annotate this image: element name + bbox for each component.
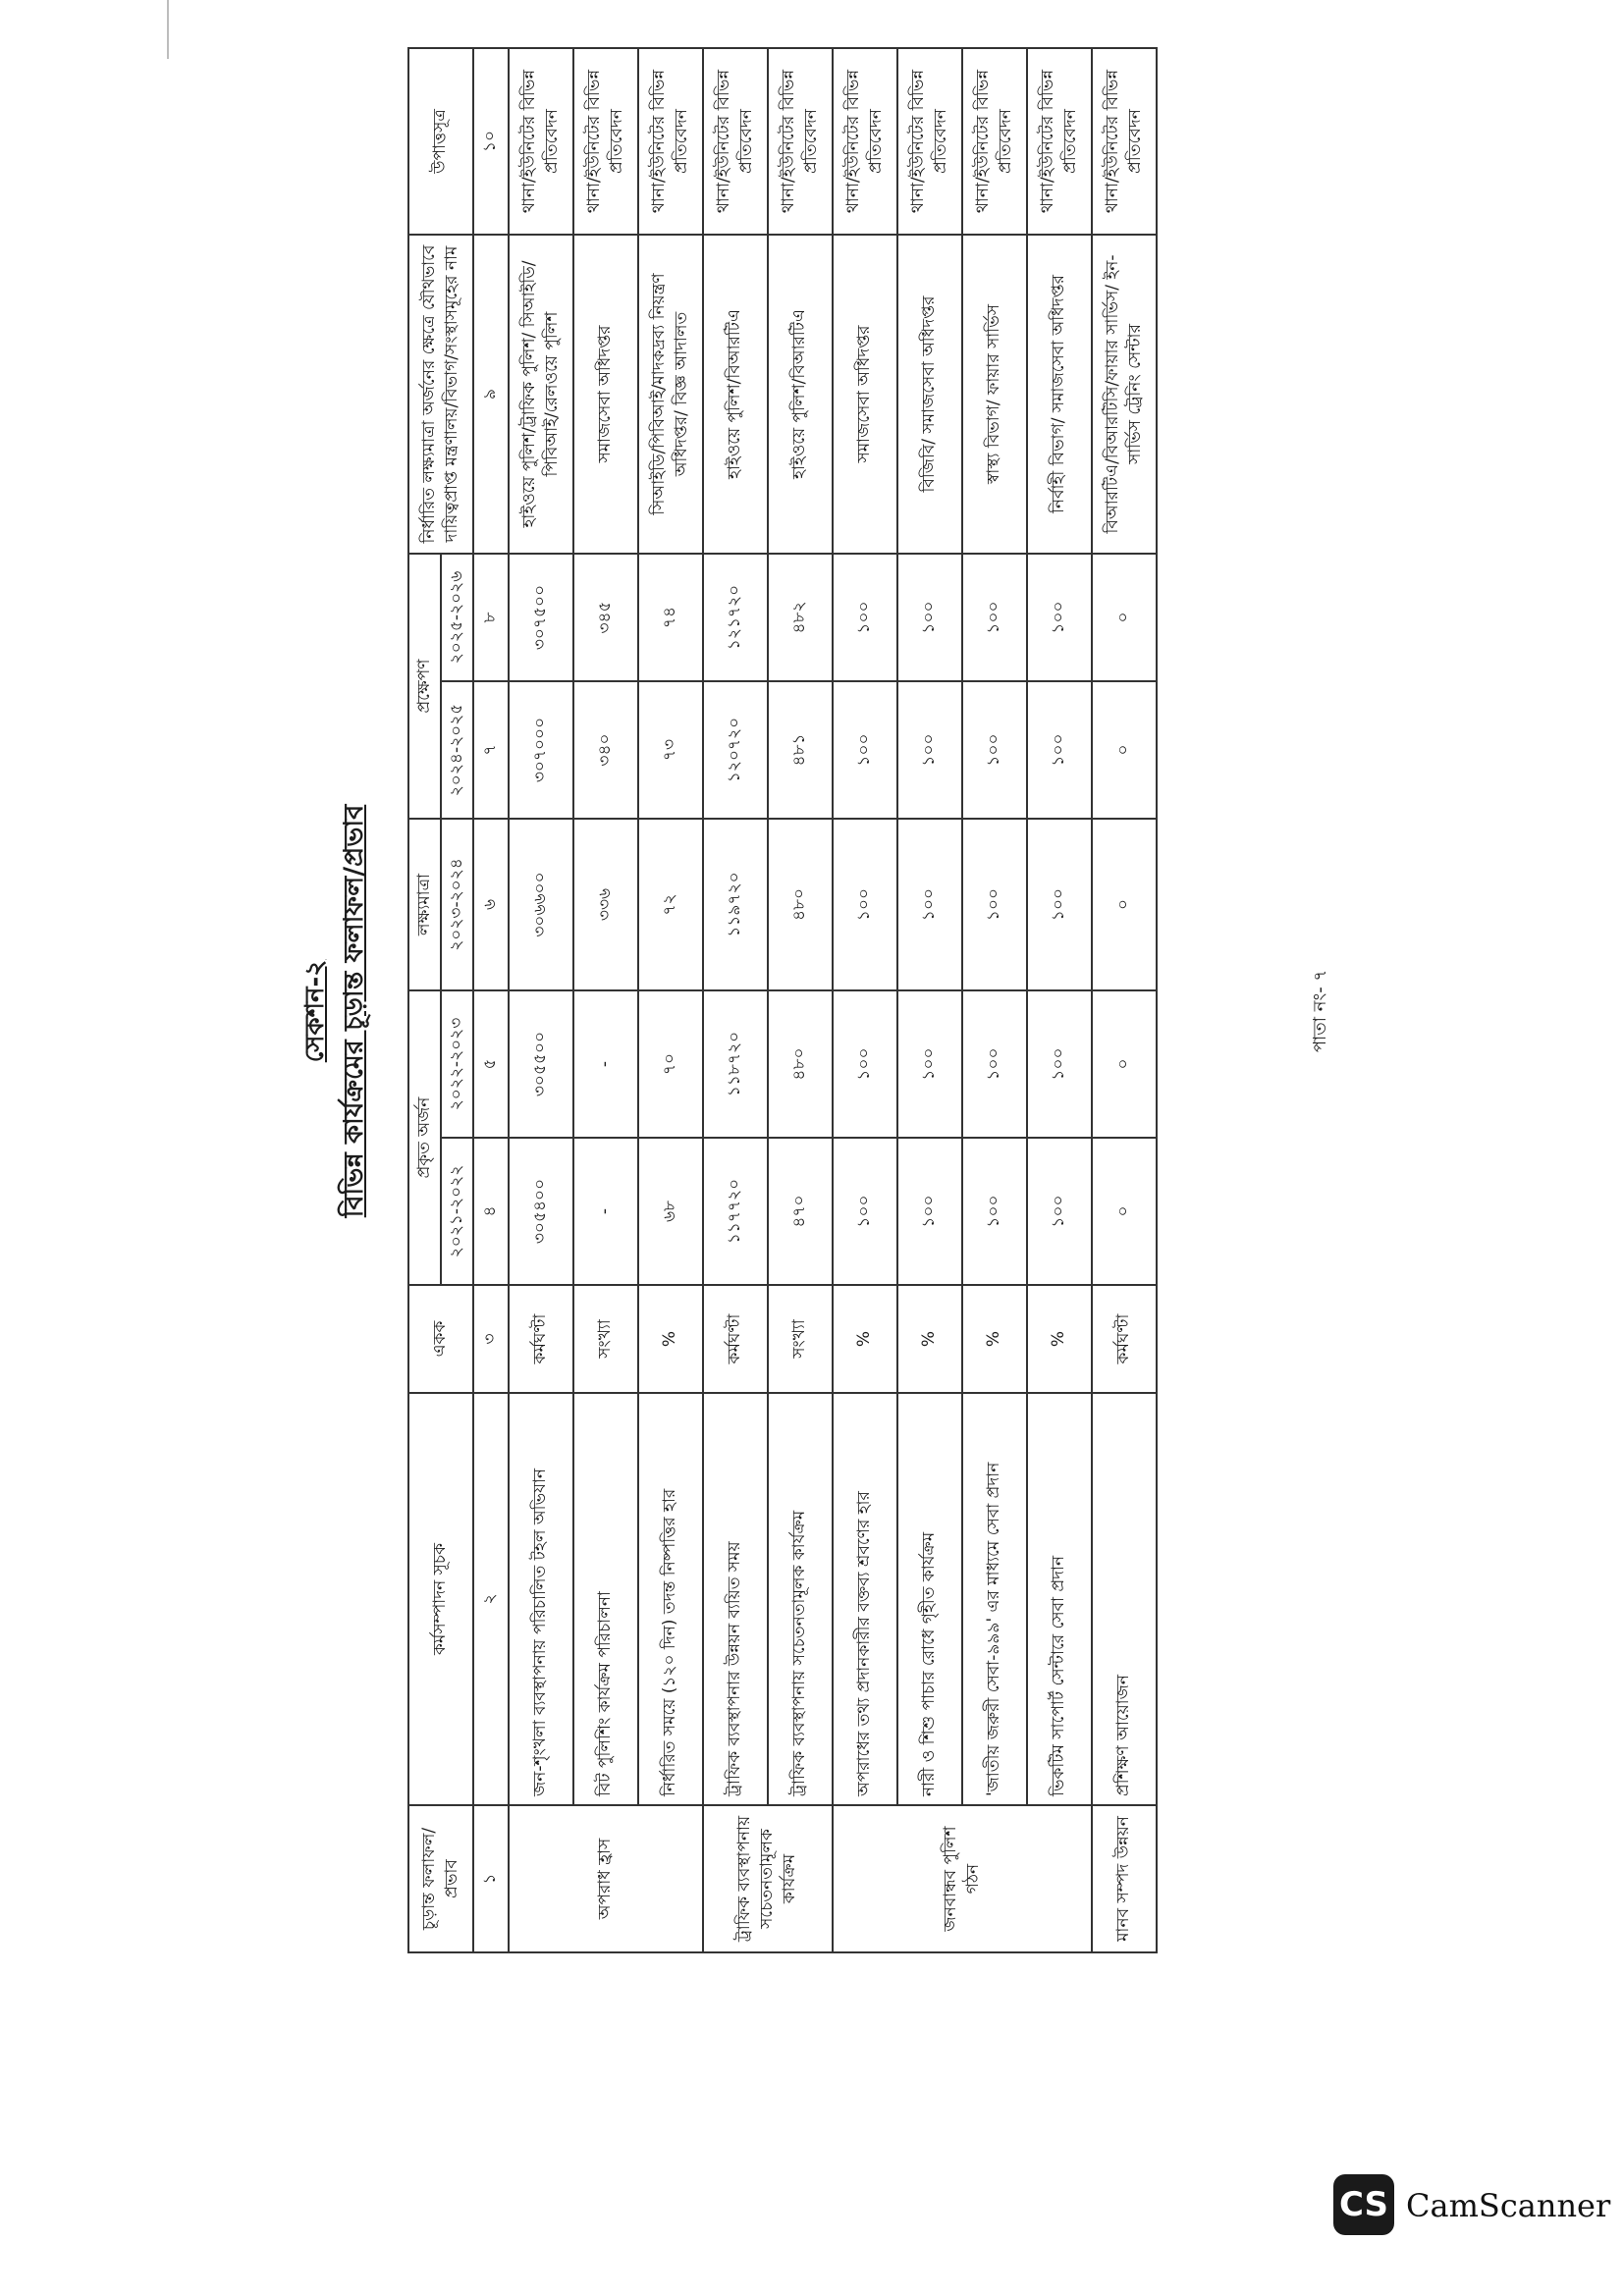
col-number: ৫: [473, 990, 509, 1138]
table-row: [1027, 48, 1092, 1952]
value-cell: ১০০: [833, 554, 897, 681]
unit-cell: %: [1027, 1285, 1092, 1393]
header-source: উপাত্তসূত্র: [408, 48, 473, 235]
page-title: বিভিন্ন কার্যক্রমের চূড়ান্ত ফলাফল/প্রভাব: [339, 804, 369, 1218]
header-outcome: চূড়ান্ত ফলাফল/প্রভাব: [408, 1805, 473, 1952]
unit-cell: %: [833, 1285, 897, 1393]
value-cell: ৩৪৫: [573, 554, 638, 681]
value-cell: ১২০৭২০: [703, 681, 768, 819]
value-cell: ১২১৭২০: [703, 554, 768, 681]
table-row: [962, 48, 1027, 1952]
ministry-cell: স্বাস্থ্য বিভাগ/ ফায়ার সার্ভিস: [962, 235, 1027, 554]
header-row: [408, 48, 441, 1952]
value-cell: ১০০: [962, 1138, 1027, 1285]
table-row: [1092, 48, 1157, 1952]
value-cell: ০: [1092, 1138, 1157, 1285]
header-proj-2024: ২০২৪-২০২৫: [441, 681, 473, 819]
value-cell: ৭৩: [638, 681, 703, 819]
source-cell: থানা/ইউনিটের বিভিন্ন প্রতিবেদন: [703, 48, 768, 235]
table-row: [509, 48, 573, 1952]
value-cell: ৩০৭০০০: [509, 681, 573, 819]
ministry-cell: হাইওয়ে পুলিশ/বিআরটিএ: [768, 235, 833, 554]
value-cell: ৪৮০: [768, 819, 833, 990]
col-number: ৯: [473, 235, 509, 554]
value-cell: ১০০: [833, 990, 897, 1138]
value-cell: ১০০: [897, 681, 962, 819]
source-cell: থানা/ইউনিটের বিভিন্ন প্রতিবেদন: [509, 48, 573, 235]
table-row: [703, 48, 768, 1952]
value-cell: ১০০: [833, 819, 897, 990]
ministry-cell: বিজিবি/ সমাজসেবা অধিদপ্তর: [897, 235, 962, 554]
camscanner-watermark: CamScanner: [1406, 2187, 1611, 2224]
source-cell: থানা/ইউনিটের বিভিন্ন প্রতিবেদন: [897, 48, 962, 235]
value-cell: ১০০: [962, 990, 1027, 1138]
unit-cell: কর্মঘণ্টা: [703, 1285, 768, 1393]
value-cell: ৭২: [638, 819, 703, 990]
value-cell: ১০০: [1027, 681, 1092, 819]
header-ministries: নির্ধারিত লক্ষ্যমাত্রা অর্জনের ক্ষেত্রে যৌথভাবে দায়িত্বপ্রাপ্ত মন্ত্রণালয়/বিভাগ/সংস্থাসমূহের নাম: [408, 235, 473, 554]
ministry-cell: সমাজসেবা অধিদপ্তর: [833, 235, 897, 554]
value-cell: ১০০: [1027, 554, 1092, 681]
table-row: [573, 48, 638, 1952]
source-cell: থানা/ইউনিটের বিভিন্ন প্রতিবেদন: [1027, 48, 1092, 235]
indicator-cell: নির্ধারিত সময়ে (১২০ দিন) তদন্ত নিষ্পত্তির হার: [638, 1393, 703, 1805]
camscanner-logo-icon: CS: [1333, 2174, 1394, 2235]
indicator-cell: প্রশিক্ষণ আয়োজন: [1092, 1393, 1157, 1805]
header-target-2023: ২০২৩-২০২৪: [441, 819, 473, 990]
value-cell: ৬৮: [638, 1138, 703, 1285]
table-row: [897, 48, 962, 1952]
value-cell: ৪৮২: [768, 554, 833, 681]
outcome-cell: জনবান্ধব পুলিশ গঠন: [833, 1805, 1092, 1952]
col-number: ৬: [473, 819, 509, 990]
indicator-cell: ট্রাফিক ব্যবস্থাপনার উন্নয়ন ব্যয়িত সময়: [703, 1393, 768, 1805]
value-cell: ১১৭৭২০: [703, 1138, 768, 1285]
value-cell: ০: [1092, 819, 1157, 990]
header-actual-2022: ২০২২-২০২৩: [441, 990, 473, 1138]
table-row: [768, 48, 833, 1952]
value-cell: ১০০: [897, 990, 962, 1138]
value-cell: ৩০৫৫০০: [509, 990, 573, 1138]
table-row: [833, 48, 897, 1952]
indicator-cell: ভিকটিম সাপোর্ট সেন্টারে সেবা প্রদান: [1027, 1393, 1092, 1805]
header-target: লক্ষ্যমাত্রা: [408, 819, 441, 990]
value-cell: ৩০৫৪০০: [509, 1138, 573, 1285]
indicator-cell: জন-শৃংখলা ব্যবস্থাপনায় পরিচালিত টহল অভিযান: [509, 1393, 573, 1805]
value-cell: ১০০: [962, 681, 1027, 819]
value-cell: ১০০: [1027, 1138, 1092, 1285]
unit-cell: %: [962, 1285, 1027, 1393]
outcome-cell: মানব সম্পদ উন্নয়ন: [1092, 1805, 1157, 1952]
value-cell: ৪৮০: [768, 990, 833, 1138]
value-cell: ১০০: [833, 681, 897, 819]
indicator-cell: নারী ও শিশু পাচার রোধে গৃহীত কার্যক্রম: [897, 1393, 962, 1805]
source-cell: থানা/ইউনিটের বিভিন্ন প্রতিবেদন: [1092, 48, 1157, 235]
value-cell: ১০০: [897, 554, 962, 681]
col-number: ৩: [473, 1285, 509, 1393]
source-cell: থানা/ইউনিটের বিভিন্ন প্রতিবেদন: [768, 48, 833, 235]
value-cell: ০: [1092, 990, 1157, 1138]
col-number: ৮: [473, 554, 509, 681]
indicator-cell: ট্রাফিক ব্যবস্থাপনায় সচেতনতামূলক কার্যক্রম: [768, 1393, 833, 1805]
header-unit: একক: [408, 1285, 473, 1393]
col-number: ১০: [473, 48, 509, 235]
col-number: ২: [473, 1393, 509, 1805]
unit-cell: সংখ্যা: [573, 1285, 638, 1393]
unit-cell: কর্মঘণ্টা: [1092, 1285, 1157, 1393]
unit-cell: %: [897, 1285, 962, 1393]
header-projection: প্রক্ষেপণ: [408, 554, 441, 819]
unit-cell: কর্মঘণ্টা: [509, 1285, 573, 1393]
header-proj-2025: ২০২৫-২০২৬: [441, 554, 473, 681]
value-cell: ১০০: [897, 1138, 962, 1285]
source-cell: থানা/ইউনিটের বিভিন্ন প্রতিবেদন: [833, 48, 897, 235]
value-cell: ১০০: [897, 819, 962, 990]
indicator-cell: অপরাধের তথ্য প্রদানকারীর বক্তব্য শ্রবণের হার: [833, 1393, 897, 1805]
column-number-row: [473, 48, 509, 1952]
value-cell: ১১৯৭২০: [703, 819, 768, 990]
outcome-cell: অপরাধ হ্রাস: [509, 1805, 703, 1952]
page-number: পাতা নং- ৭: [1310, 969, 1330, 1053]
value-cell: -: [573, 990, 638, 1138]
scan-edge: [167, 0, 169, 59]
col-number: ৭: [473, 681, 509, 819]
ministry-cell: সিআইডি/পিবিআই/মাদকদ্রব্য নিয়ন্ত্রণ অধিদপ্তর/ বিজ্ঞ আদালত: [638, 235, 703, 554]
value-cell: ৩০৬৬০০: [509, 819, 573, 990]
value-cell: ৩৩৬: [573, 819, 638, 990]
table-row: [638, 48, 703, 1952]
value-cell: ৩০৭৫০০: [509, 554, 573, 681]
indicator-cell: 'জাতীয় জরুরী সেবা-৯৯৯' এর মাধ্যমে সেবা প্রদান: [962, 1393, 1027, 1805]
source-cell: থানা/ইউনিটের বিভিন্ন প্রতিবেদন: [638, 48, 703, 235]
source-cell: থানা/ইউনিটের বিভিন্ন প্রতিবেদন: [573, 48, 638, 235]
outcome-cell: ট্রাফিক ব্যবস্থাপনায় সচেতনতামূলক কার্যক্রম: [703, 1805, 833, 1952]
value-cell: ৭০: [638, 990, 703, 1138]
source-cell: থানা/ইউনিটের বিভিন্ন প্রতিবেদন: [962, 48, 1027, 235]
outcome-table: [407, 47, 1158, 1953]
value-cell: ৪৮১: [768, 681, 833, 819]
indicator-cell: বিট পুলিশিং কার্যক্রম পরিচালনা: [573, 1393, 638, 1805]
value-cell: ০: [1092, 554, 1157, 681]
ministry-cell: হাইওয়ে পুলিশ/বিআরটিএ: [703, 235, 768, 554]
value-cell: ১০০: [1027, 990, 1092, 1138]
unit-cell: সংখ্যা: [768, 1285, 833, 1393]
section-heading: সেকশন-২: [300, 959, 330, 1063]
value-cell: ০: [1092, 681, 1157, 819]
value-cell: -: [573, 1138, 638, 1285]
ministry-cell: সমাজসেবা অধিদপ্তর: [573, 235, 638, 554]
value-cell: ১০০: [962, 554, 1027, 681]
value-cell: ৩৪০: [573, 681, 638, 819]
value-cell: ১০০: [1027, 819, 1092, 990]
ministry-cell: হাইওয়ে পুলিশ/ট্রাফিক পুলিশ/ সিআইডি/পিবিআই/রেলওয়ে পুলিশ: [509, 235, 573, 554]
ministry-cell: বিআরটিএ/বিআরটিসি/ফায়ার সার্ভিস/ ইন-সার্ভিস ট্রেনিং সেন্টার: [1092, 235, 1157, 554]
rotated-page: [295, 29, 1512, 1993]
header-actual-2021: ২০২১-২০২২: [441, 1138, 473, 1285]
value-cell: ১১৮৭২০: [703, 990, 768, 1138]
ministry-cell: নির্বাহী বিভাগ/ সমাজসেবা অধিদপ্তর: [1027, 235, 1092, 554]
value-cell: ১০০: [833, 1138, 897, 1285]
col-number: ৪: [473, 1138, 509, 1285]
value-cell: ৭৪: [638, 554, 703, 681]
header-actual: প্রকৃত অর্জন: [408, 990, 441, 1285]
unit-cell: %: [638, 1285, 703, 1393]
value-cell: ৪৭০: [768, 1138, 833, 1285]
value-cell: ১০০: [962, 819, 1027, 990]
header-indicator: কর্মসম্পাদন সূচক: [408, 1393, 473, 1805]
col-number: ১: [473, 1805, 509, 1952]
